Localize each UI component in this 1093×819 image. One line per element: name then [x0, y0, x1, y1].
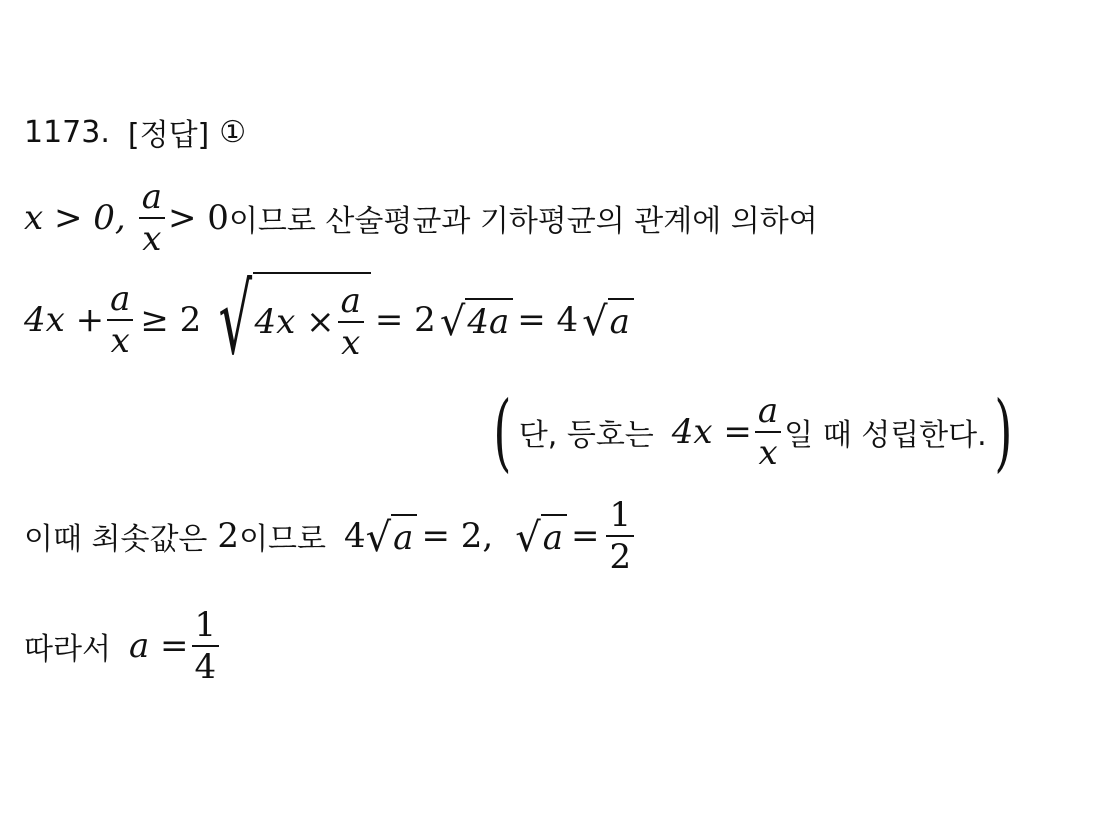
sqrt-a [365, 514, 418, 561]
conclusion-line [24, 604, 222, 688]
fraction-a-over-x [139, 177, 165, 259]
fraction-numerator: a [340, 281, 361, 321]
condition-text: 이므로 산술평균과 기하평균의 관계에 의하여 [228, 204, 818, 239]
am-gm-inequality [24, 264, 634, 376]
sqrt-4x-times-a-over-x [205, 264, 371, 376]
fraction-one-quarter [192, 605, 220, 687]
condition-positive: > 0 [168, 198, 229, 238]
radicand: a [391, 514, 417, 558]
fraction-denominator: x [110, 321, 130, 361]
fraction-denominator: 4 [194, 647, 217, 687]
problem-number: 1173. [24, 114, 110, 150]
fraction-denominator: x [341, 323, 361, 363]
right-paren: ) [994, 383, 1013, 481]
fraction-one-half [606, 495, 634, 577]
sqrt-a [515, 514, 567, 561]
equality-condition [486, 383, 1019, 481]
answer-choice: ① [219, 114, 247, 150]
equality-text-1: 단, 등호는 [518, 418, 654, 453]
geq-sign: ≥ 2 [140, 300, 202, 340]
radical-sign: √ [218, 264, 253, 376]
equals-sign: = [570, 516, 600, 556]
fraction-denominator: x [758, 433, 778, 473]
equals-two: = 2, [421, 516, 494, 556]
inequality-lhs: 4x + [24, 300, 105, 340]
equality-text-2: 일 때 성립한다. [784, 418, 987, 453]
condition-x-positive: x > 0, [24, 198, 126, 238]
radicand: a [541, 514, 567, 558]
fraction-numerator: a [110, 279, 131, 319]
radical-sign: √ [515, 515, 541, 561]
condition-line [24, 176, 818, 260]
fraction-numerator: 1 [609, 495, 632, 535]
minimum-value-line [24, 494, 637, 578]
radical-sign: √ [582, 299, 608, 345]
fraction-numerator: a [757, 391, 779, 431]
fraction-a-over-x [107, 279, 133, 361]
min-value: 2 [217, 516, 240, 556]
radical-sign: √ [439, 299, 466, 345]
sqrt-a [582, 298, 634, 345]
fraction-numerator: a [141, 177, 162, 217]
equality-math-lhs: 4x = [671, 412, 752, 452]
problem-header [24, 112, 246, 152]
answer-label: [정답] [127, 118, 210, 153]
fraction-denominator: x [142, 219, 162, 259]
radicand: a [608, 298, 634, 342]
min-text-1: 이때 최솟값은 [24, 522, 208, 557]
conclusion-lhs: a = [128, 626, 189, 666]
equals-four: = 4 [517, 300, 579, 340]
left-paren: ( [493, 383, 512, 481]
fraction-denominator: 2 [609, 537, 632, 577]
conclusion-text: 따라서 [24, 632, 111, 667]
radical-sign: √ [365, 515, 392, 561]
min-text-2: 이므로 [239, 522, 327, 557]
coefficient: 4 [344, 516, 366, 556]
radicand: 4a [465, 298, 513, 342]
fraction-a-over-x [755, 391, 781, 473]
equals-two: = 2 [374, 300, 436, 340]
radicand-left: 4x × [254, 302, 335, 342]
sqrt-4a [439, 298, 513, 345]
fraction-numerator: 1 [194, 605, 217, 645]
radicand-fraction [338, 281, 364, 363]
